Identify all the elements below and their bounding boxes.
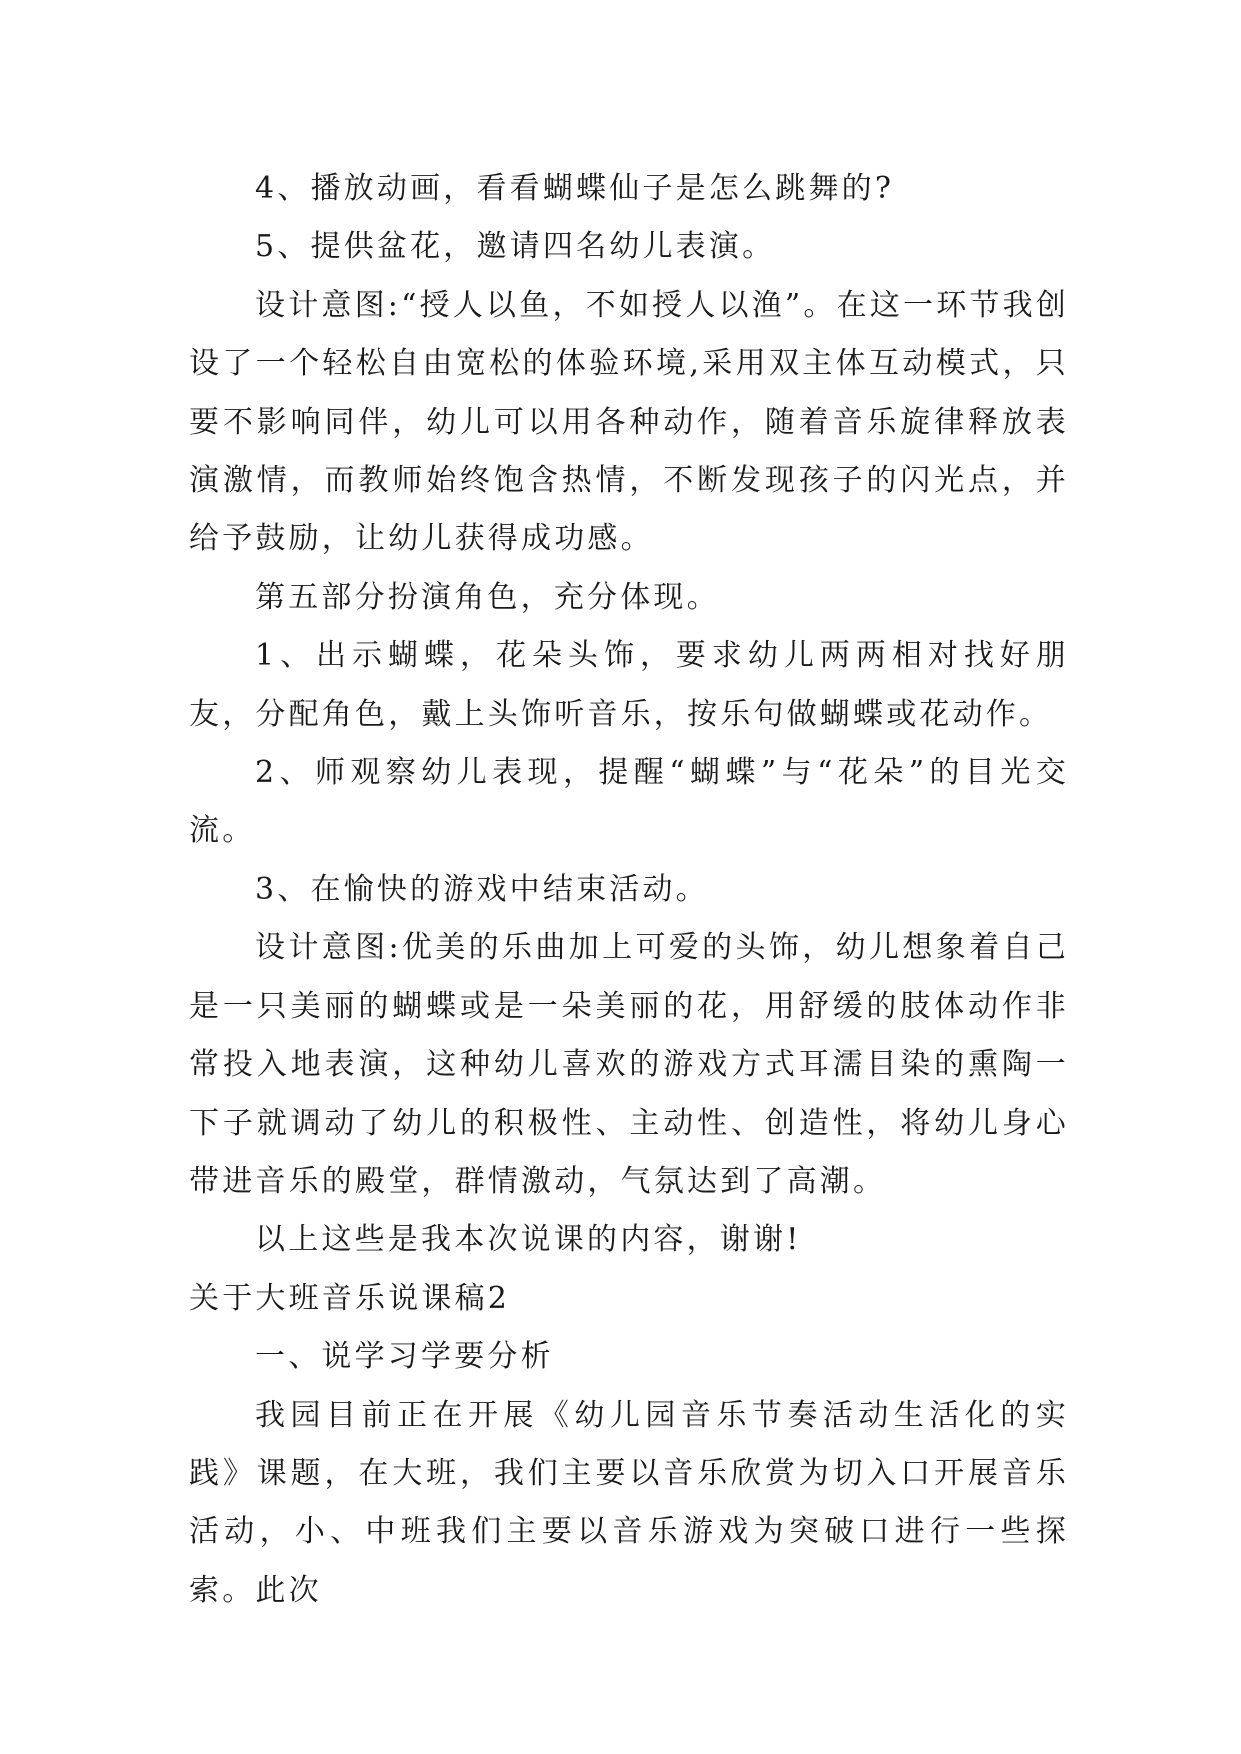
document-body [189,160,1069,1620]
paragraph-section-one-body: 我园目前正在开展《幼儿园音乐节奏活动生活化的实践》课题，在大班，我们主要以音乐欣赏为切入口开展音乐活动，小、中班我们主要以音乐游戏为突破口进行一些探索。此次 [189,1397,1069,1608]
paragraph-part-five-step-3: 3、在愉快的游戏中结束活动。 [255,871,709,907]
paragraph-closing: 以上这些是我本次说课的内容，谢谢! [255,1222,802,1258]
paragraph-design-intent-2: 设计意图:优美的乐曲加上可爱的头饰，幼儿想象着自己是一只美丽的蝴蝶或是一朵美丽的花，用舒缓的肢体动作非常投入地表演，这种幼儿喜欢的游戏方式耳濡目染的熏陶一下子就调动了幼儿的积极性、主动性、创造性，将幼儿身心带进音乐的殿堂，群情激动，气氛达到了高潮。 [189,930,1069,1199]
section-heading: 关于大班音乐说课稿2 [189,1280,511,1316]
paragraph-design-intent-1: 设计意图:“授人以鱼，不如授人以渔”。在这一环节我创设了一个轻松自由宽松的体验环境,采用双主体互动模式，只要不影响同伴，幼儿可以用各种动作，随着音乐旋律释放表演激情，而教师始终饱含热情，不断发现孩子的闪光点，并给予鼓励，让幼儿获得成功感。 [189,287,1069,557]
paragraph-section-one-title: 一、说学习学要分析 [255,1339,554,1375]
paragraph-part-five-title: 第五部分扮演角色，充分体现。 [255,579,720,615]
paragraph-step-4: 4、播放动画，看看蝴蝶仙子是怎么跳舞的? [255,171,895,206]
paragraph-step-5: 5、提供盆花，邀请四名幼儿表演。 [255,229,776,265]
paragraph-part-five-step-1: 1、出示蝴蝶，花朵头饰，要求幼儿两两相对找好朋友，分配角色，戴上头饰听音乐，按乐句做蝴蝶或花动作。 [189,638,1069,732]
paragraph-part-five-step-2: 2、师观察幼儿表现，提醒“蝴蝶”与“花朵”的目光交流。 [189,755,1069,849]
